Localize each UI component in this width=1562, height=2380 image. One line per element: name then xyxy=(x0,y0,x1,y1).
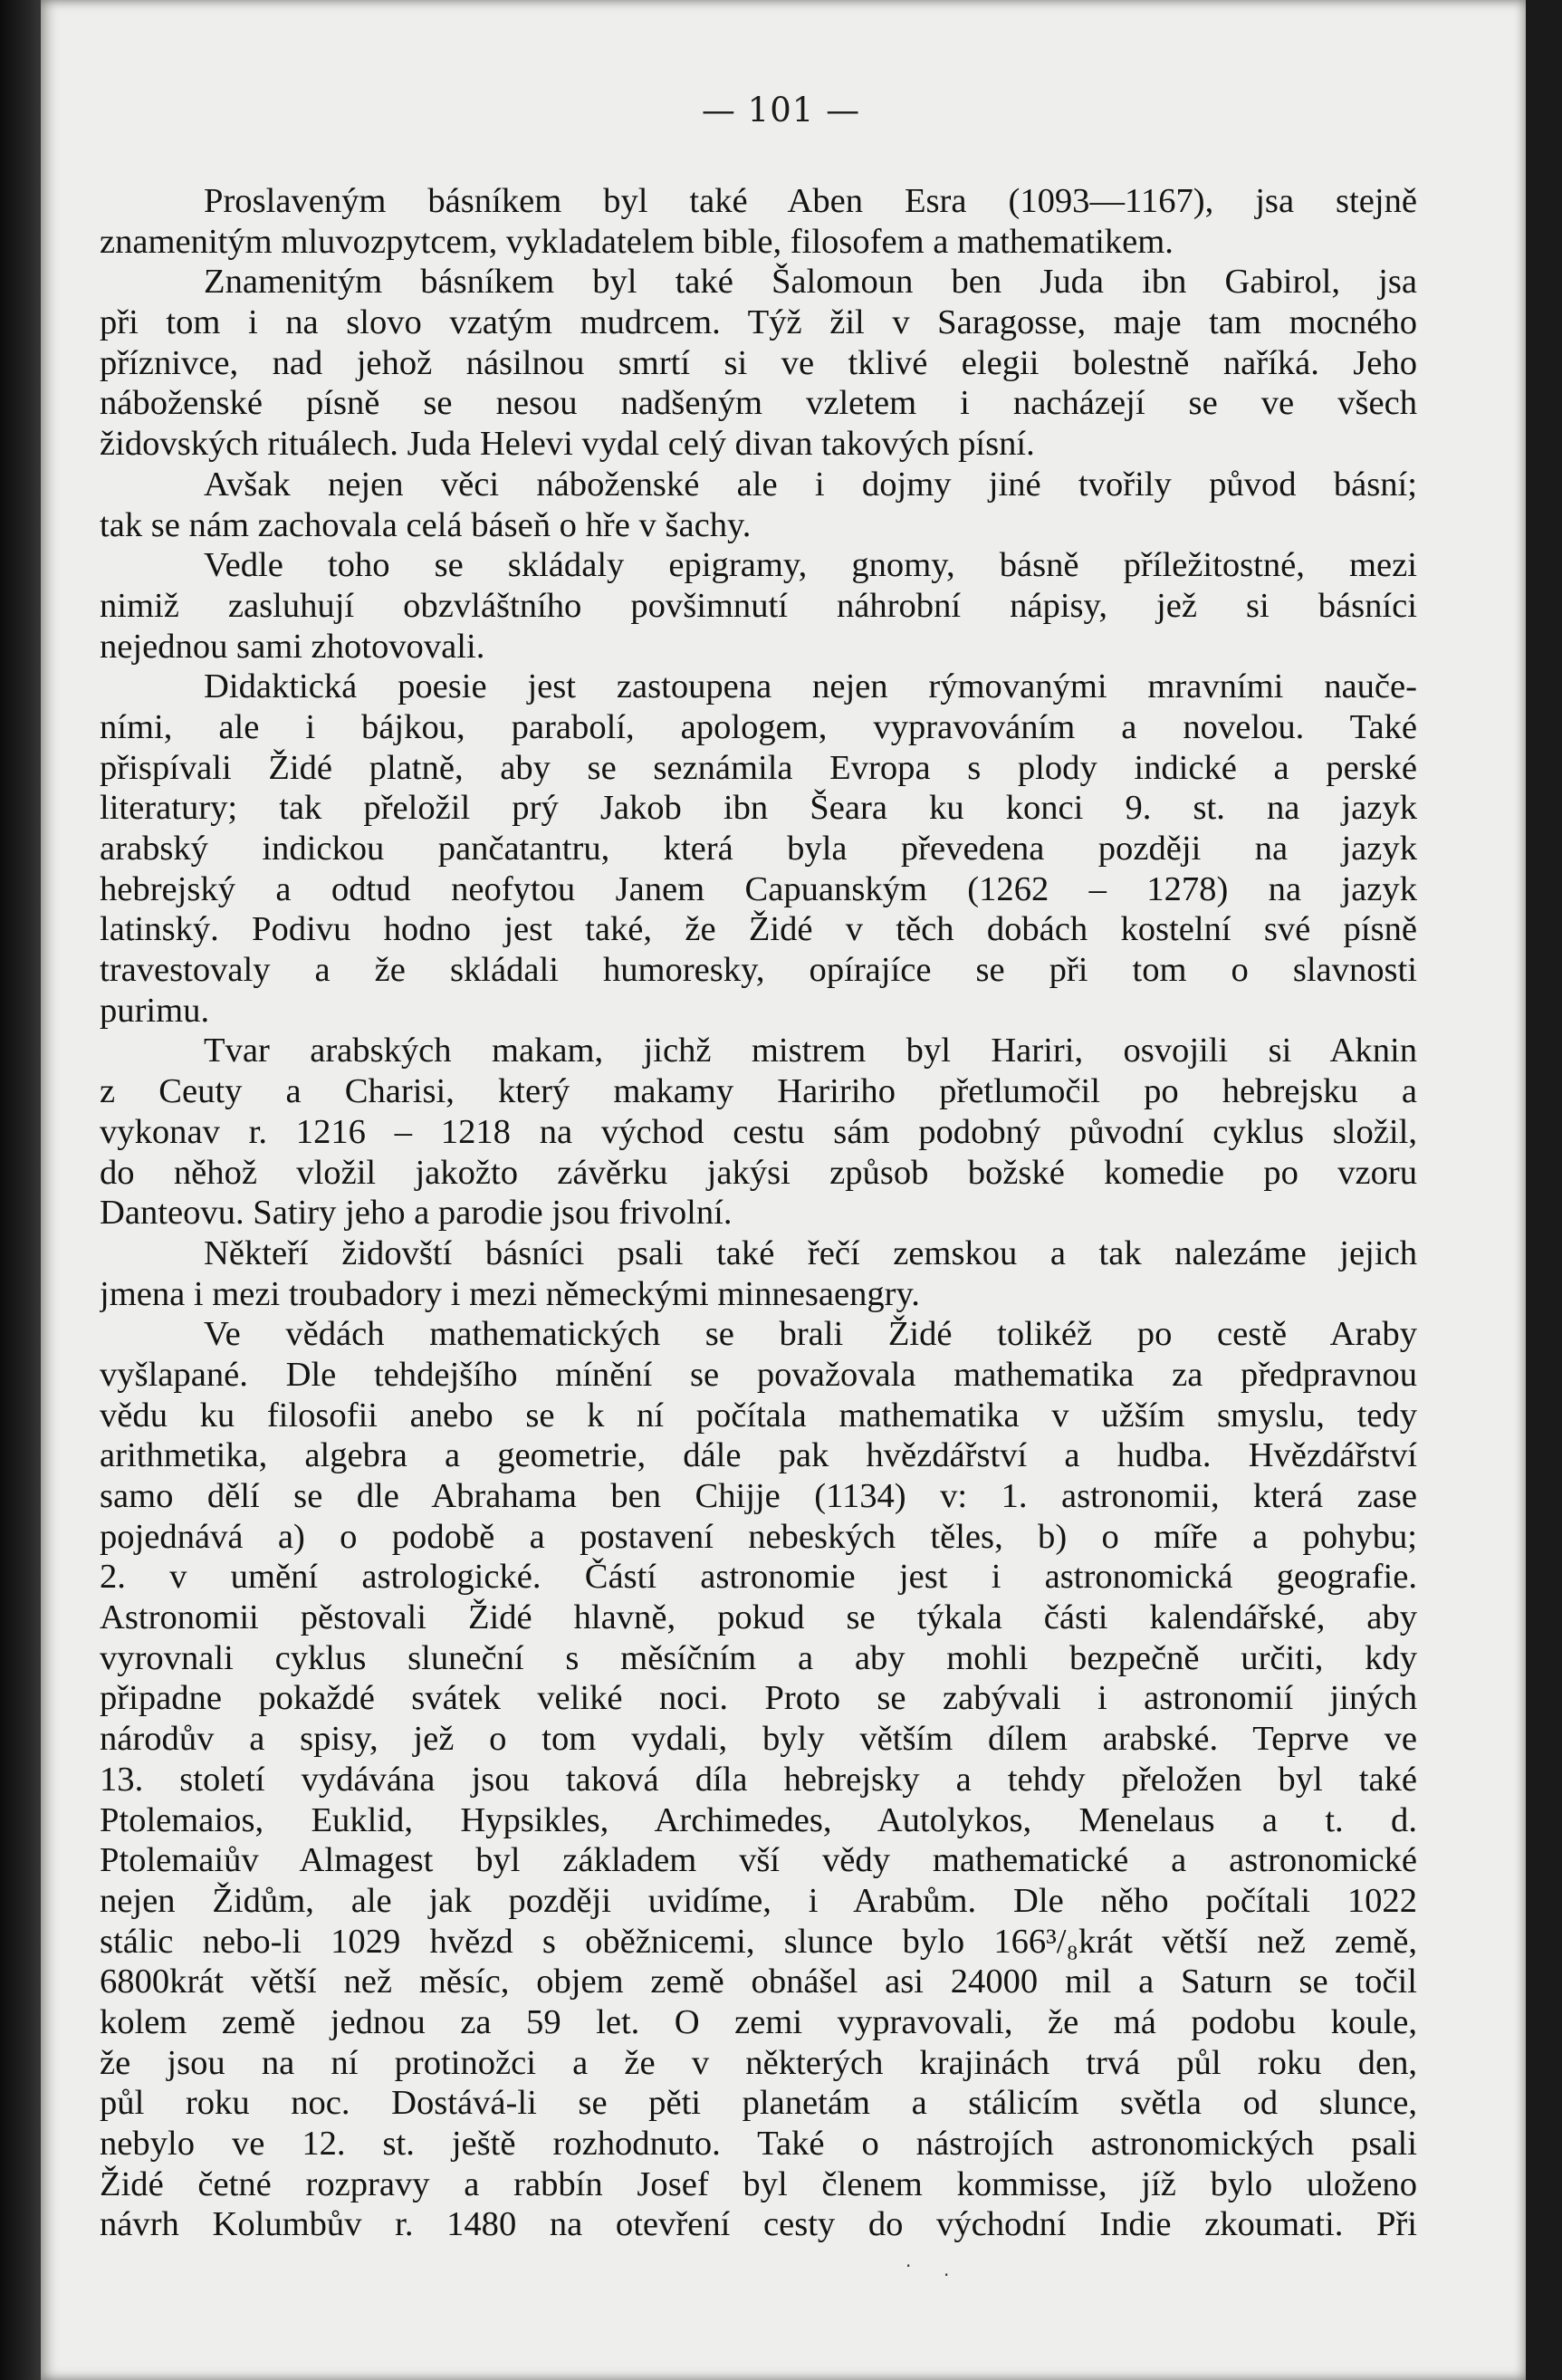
text-line: Někteří židovští básníci psali také řečí zemskou a tak nalezáme jejich xyxy=(204,1233,1417,1272)
text-line: Danteovu. Satiry jeho a parodie jsou frivolní. xyxy=(100,1194,733,1233)
text-line: půl roku noc. Dostává-li se pěti planetám a stálicím světla od slunce, xyxy=(100,2084,1417,2123)
text-line: arithmetika, algebra a geometrie, dále pak hvězdářství a hudba. Hvězdářství xyxy=(100,1436,1417,1475)
text-line: znamenitým mluvozpytcem, vykladatelem bible, filosofem a mathematikem. xyxy=(100,222,1174,261)
text-line: Vedle toho se skládaly epigramy, gnomy, básně příležitostné, mezi xyxy=(204,546,1417,585)
text-line: 6800krát větší než měsíc, objem země obnášel asi 24000 mil a Saturn se točil xyxy=(100,1963,1417,2001)
text-line: do něhož vložil jakožto závěrku jakýsi způsob božské komedie po vzoru xyxy=(100,1153,1417,1192)
text-line: Didaktická poesie jest zastoupena nejen rýmovanými mravními naučе- xyxy=(204,667,1417,706)
text-line: Tvar arabských makam, jichž mistrem byl Hariri, osvojili si Aknin xyxy=(204,1032,1417,1070)
text-line: tak se nám zachovala celá báseň o hře v šachy. xyxy=(100,505,752,544)
text-line: samo dělí se dle Abrahama ben Chijje (1134) v: 1. astronomii, která zase xyxy=(100,1477,1417,1515)
text-line: nejen Židům, ale jak později uvidíme, i Arabům. Dle něho počítali 1022 xyxy=(100,1881,1417,1920)
text-line: travestovaly a že skládali humoresky, opírajíce se při tom o slavnosti xyxy=(100,951,1417,990)
text-line: vyrovnali cyklus sluneční s měsíčním a aby mohli bezpečně určiti, kdy xyxy=(100,1638,1417,1677)
text-line: pojednává a) o podobě a postavení nebeských těles, b) o míře a pohybu; xyxy=(100,1517,1417,1556)
text-line: Ve vědách mathematických se brali Židé tolikéž po cestě Araby xyxy=(204,1315,1417,1354)
text-line: náboženské písně se nesou nadšeným vzletem i nacházejí se ve všech xyxy=(100,384,1417,423)
text-line: latinský. Podivu hodno jest také, že Židé v těch dobách kostelní své písně xyxy=(100,910,1417,949)
text-line: příznivce, nad jehož násilnou smrtí si ve tklivé elegii bolestně naříká. Jeho xyxy=(100,343,1417,382)
print-speck: · xyxy=(944,2264,950,2286)
text-line: literatury; tak přeložil prý Jakob ibn Šeara ku konci 9. st. na jazyk xyxy=(100,789,1417,828)
text-line: kolem země jednou za 59 let. O zemi vypravovali, že má podobu koule, xyxy=(100,2002,1417,2041)
page-number: — 101 — xyxy=(701,91,861,130)
text-line: židovských rituálech. Juda Helevi vydal celý divan takových písní. xyxy=(100,425,1035,464)
text-line: přispívali Židé platně, aby se seznámila Evropa s plody indické a perské xyxy=(100,748,1417,787)
text-line: připadne pokaždé svátek veliké noci. Proto se zabývali i astronomií jiných xyxy=(100,1679,1417,1718)
text-line: purimu. xyxy=(100,991,210,1030)
text-line: vykonav r. 1216 – 1218 na východ cestu sám podobný původní cyklus složil, xyxy=(100,1112,1417,1151)
text-line: vyšlapané. Dle tehdejšího mínění se považovala mathematika za předpravnou xyxy=(100,1355,1417,1394)
text-line: Ptolemaiův Almagest byl základem vší vědy mathematické a astronomické xyxy=(100,1841,1417,1880)
text-line: Avšak nejen věci náboženské ale i dojmy jiné tvořily původ básní; xyxy=(204,465,1417,504)
text-line: Ptolemaios, Euklid, Hypsikles, Archimedes, Autolykos, Menelaus a t. d. xyxy=(100,1800,1417,1839)
text-line: nebylo ve 12. st. ještě rozhodnuto. Také o nástrojích astronomických psali xyxy=(100,2125,1417,2163)
book-spine-shadow xyxy=(0,0,45,2380)
text-line: že jsou na ní protinožci a že v některých krajinách trvá půl roku den, xyxy=(100,2043,1417,2082)
text-line: hebrejský a odtud neofytou Janem Capuanským (1262 – 1278) na jazyk xyxy=(100,869,1417,908)
text-line: Proslaveným básníkem byl také Aben Esra (1093—1167), jsa stejně xyxy=(204,182,1417,220)
text-line: návrh Kolumbův r. 1480 na otevření cesty do východní Indie zkoumati. Při xyxy=(100,2205,1417,2244)
text-line: Astronomii pěstovali Židé hlavně, pokud se týkala části kalendářské, aby xyxy=(100,1598,1417,1637)
text-line: jmena i mezi troubadory i mezi německými minnesaengry. xyxy=(100,1274,920,1313)
text-line: nejednou sami zhotovovali. xyxy=(100,627,485,666)
text-line: 13. století vydávána jsou taková díla hebrejsky a tehdy přeložen byl také xyxy=(100,1760,1417,1799)
body-text xyxy=(100,181,1417,2245)
text-line: z Ceuty a Charisi, který makamy Haririho přetlumočil po hebrejsku a xyxy=(100,1072,1417,1111)
text-line: národův a spisy, jež o tom vydali, byly větším dílem arabské. Teprve ve xyxy=(100,1720,1417,1759)
text-line: stálic nebo-li 1029 hvězd s oběžnicemi, slunce bylo 166³/₈krát větší než země, xyxy=(100,1922,1417,1961)
text-line: Znamenitým básníkem byl také Šalomoun ben Juda ibn Gabirol, jsa xyxy=(204,263,1417,302)
text-line: při tom i na slovo vzatým mudrcem. Týž žil v Saragosse, maje tam mocného xyxy=(100,303,1417,342)
print-speck: · xyxy=(906,2255,912,2277)
text-line: arabský indickou pančatantru, která byla převedena později na jazyk xyxy=(100,830,1417,868)
text-line: 2. v umění astrologické. Částí astronomie jest i astronomická geografie. xyxy=(100,1558,1417,1597)
text-line: vědu ku filosofii anebo se k ní počítala mathematika v užším smyslu, tedy xyxy=(100,1396,1417,1435)
text-line: ními, ale i bájkou, parabolí, apologem, vypravováním a novelou. Také xyxy=(100,707,1417,746)
text-line: nimiž zasluhují obzvláštního povšimnutí náhrobní nápisy, jež si básníci xyxy=(100,586,1417,625)
text-line: Židé četné rozpravy a rabbín Josef byl členem kommisse, jíž bylo uloženo xyxy=(100,2164,1417,2203)
